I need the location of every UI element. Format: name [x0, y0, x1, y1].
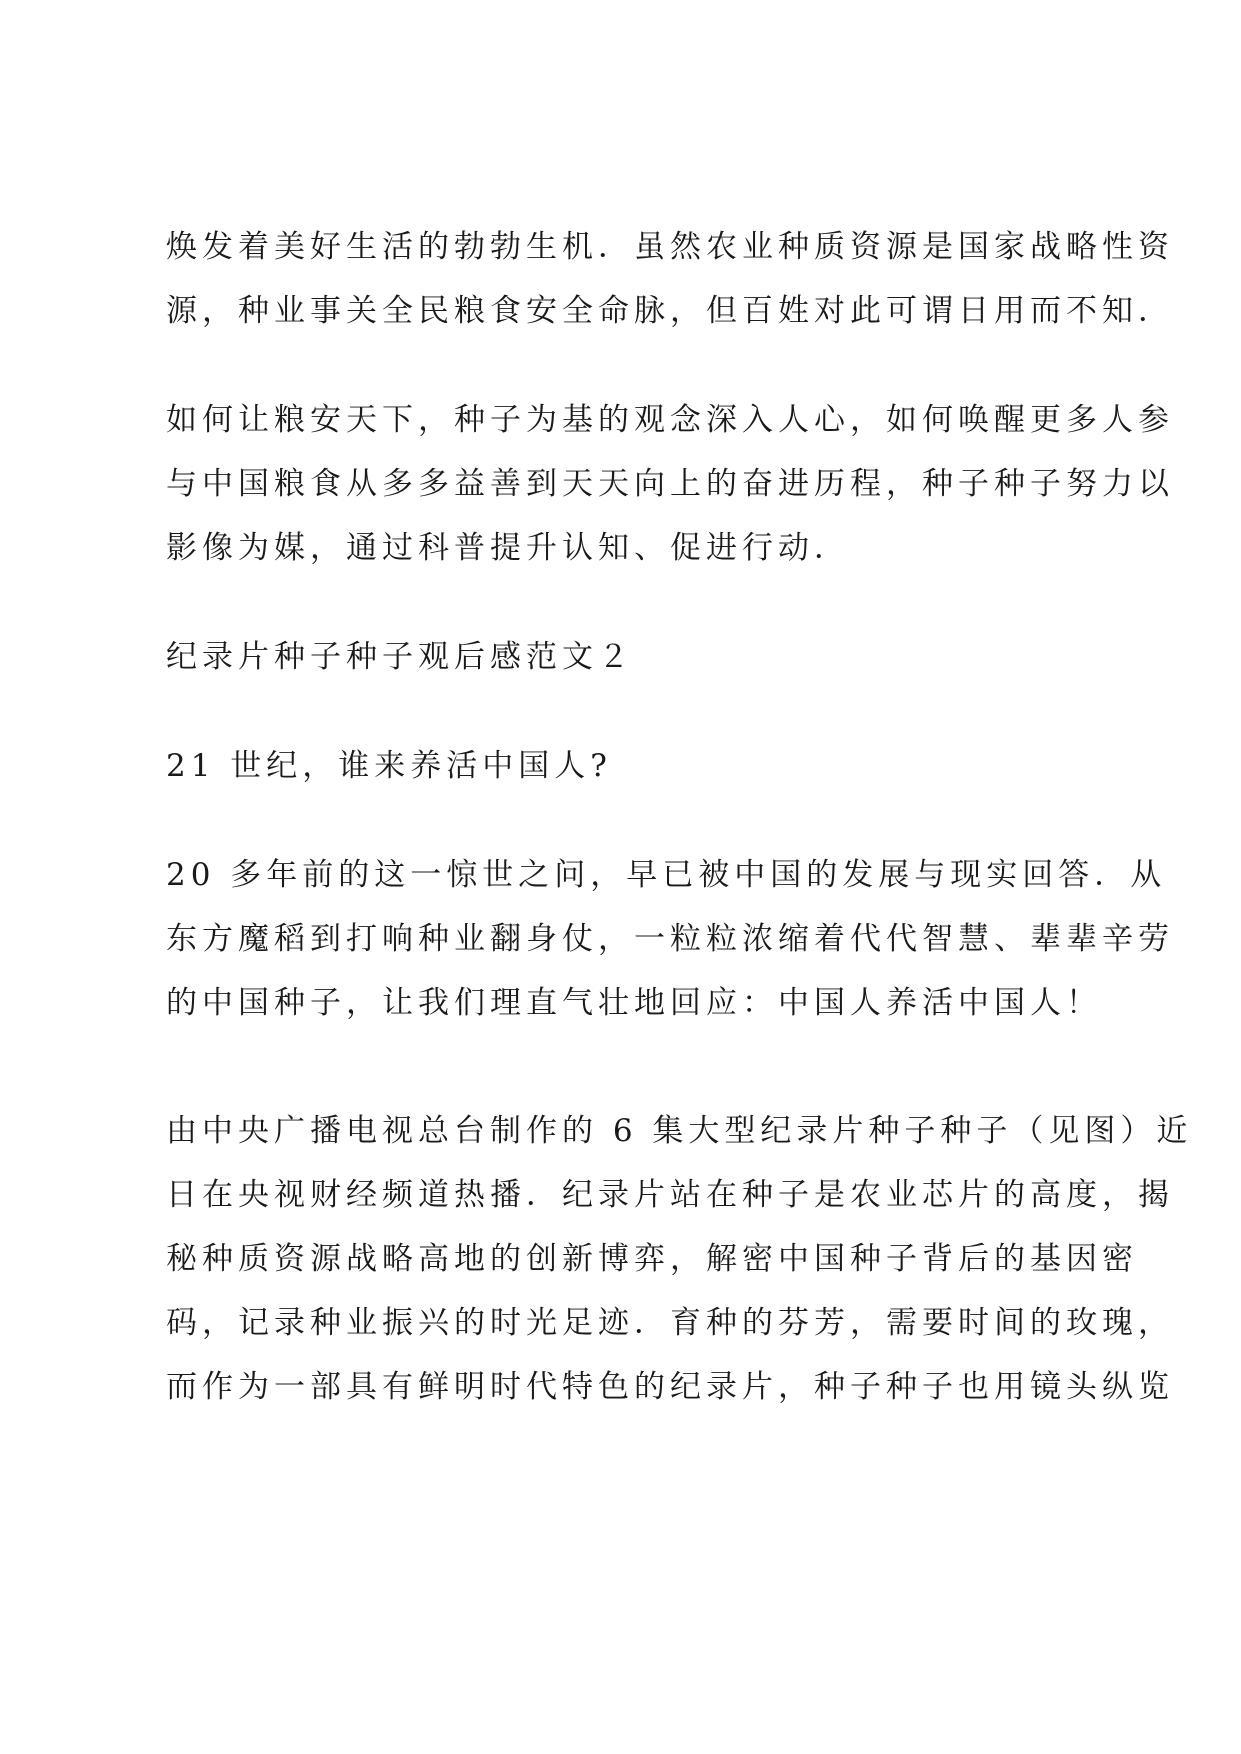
paragraph-4-line-1: 由中央广播电视总台制作的 6 集大型纪录片种子种子（见图）近 — [166, 1113, 1193, 1149]
question-line: 21 世纪，谁来养活中国人? — [166, 748, 612, 784]
paragraph-3-line-1: 20 多年前的这一惊世之问，早已被中国的发展与现实回答．从 — [166, 857, 1167, 893]
paragraph-4-line-5: 而作为一部具有鲜明时代特色的纪录片，种子种子也用镜头纵览 — [166, 1369, 1174, 1405]
paragraph-3-line-2: 东方魔稻到打响种业翻身仗，一粒粒浓缩着代代智慧、辈辈辛劳 — [166, 921, 1174, 957]
paragraph-1-line-1: 焕发着美好生活的勃勃生机．虽然农业种质资源是国家战略性资 — [166, 229, 1174, 265]
paragraph-2-line-2: 与中国粮食从多多益善到天天向上的奋进历程，种子种子努力以 — [166, 466, 1174, 502]
paragraph-3-line-3: 的中国种子，让我们理直气壮地回应：中国人养活中国人！ — [166, 985, 1102, 1021]
paragraph-4-line-2: 日在央视财经频道热播．纪录片站在种子是农业芯片的高度，揭 — [166, 1177, 1174, 1213]
section-heading: 纪录片种子种子观后感范文２ — [166, 639, 634, 675]
paragraph-2-line-3: 影像为媒，通过科普提升认知、促进行动． — [166, 530, 850, 566]
paragraph-1-line-2: 源，种业事关全民粮食安全命脉，但百姓对此可谓日用而不知． — [166, 293, 1174, 329]
paragraph-4-line-3: 秘种质资源战略高地的创新博弈，解密中国种子背后的基因密 — [166, 1241, 1138, 1277]
paragraph-2-line-1: 如何让粮安天下，种子为基的观念深入人心，如何唤醒更多人参 — [166, 402, 1174, 438]
paragraph-4-line-4: 码，记录种业振兴的时光足迹．育种的芬芳，需要时间的玫瑰， — [166, 1305, 1174, 1341]
